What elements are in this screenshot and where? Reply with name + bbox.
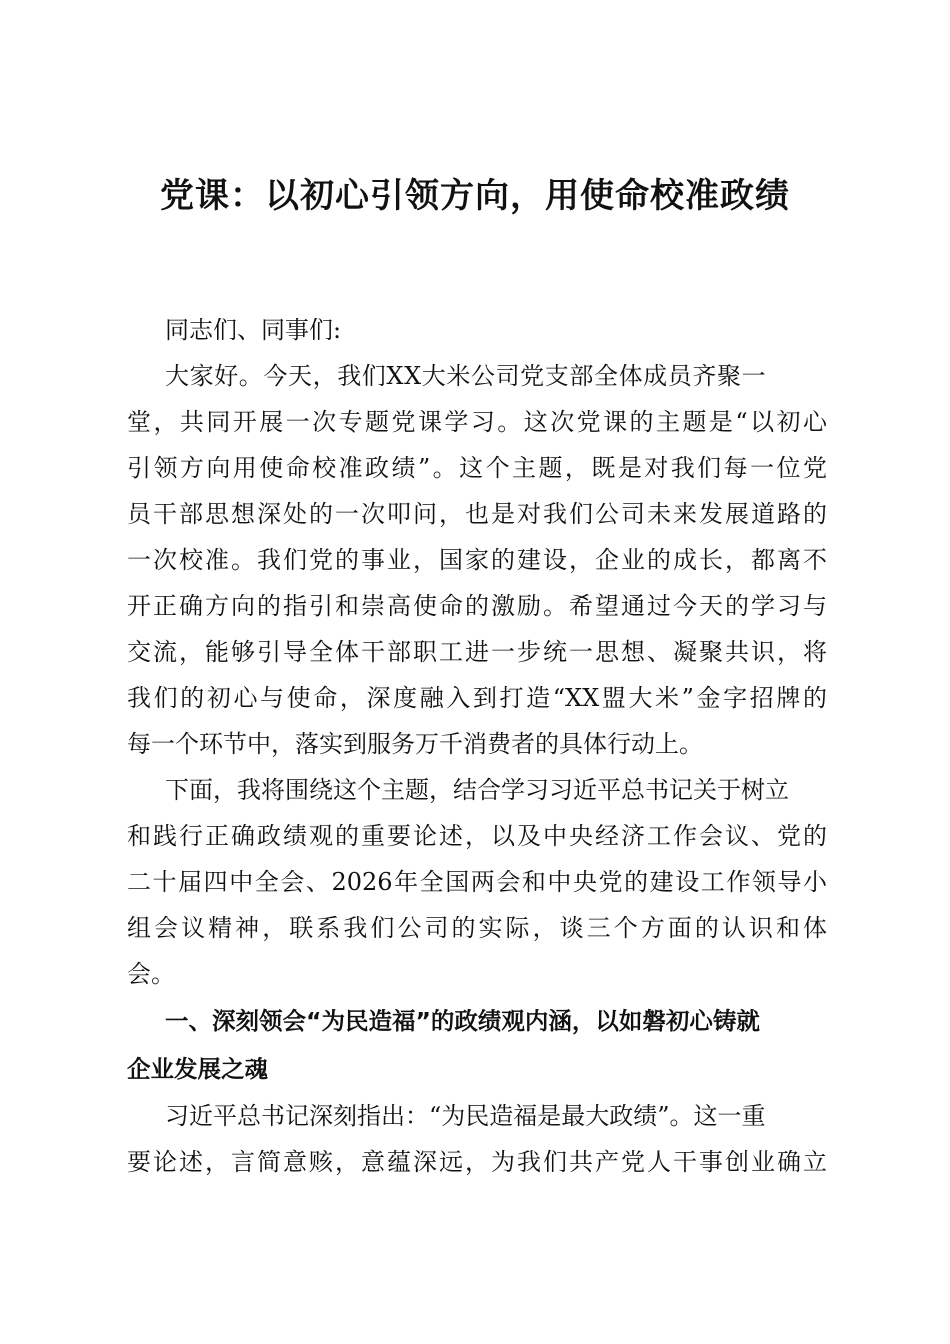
paragraph-line: 要论述，言简意赅，意蕴深远，为我们共产党人干事创业确立 xyxy=(127,1148,827,1176)
document-body xyxy=(127,307,827,1185)
paragraph-line: 组会议精神，联系我们公司的实际，谈三个方面的认识和体 xyxy=(127,914,827,942)
paragraph-line: 大家好。今天，我们XX大米公司党支部全体成员齐聚一 xyxy=(165,362,767,390)
paragraph-line: 二十届四中全会、2026年全国两会和中央党的建设工作领导小 xyxy=(127,868,827,896)
paragraph-line: 每一个环节中，落实到服务万千消费者的具体行动上。 xyxy=(127,730,703,758)
paragraph-line: 会。 xyxy=(127,960,175,988)
paragraph-line: 下面，我将围绕这个主题，结合学习习近平总书记关于树立 xyxy=(165,776,789,804)
paragraph-line: 习近平总书记深刻指出：“为民造福是最大政绩”。这一重 xyxy=(165,1102,766,1130)
section-heading-1 xyxy=(127,997,827,1093)
paragraph-section-1 xyxy=(127,1093,827,1185)
document-title: 党课：以初心引领方向，用使命校准政绩 xyxy=(160,176,790,216)
heading-line: 企业发展之魂 xyxy=(127,1055,268,1083)
paragraph-opening xyxy=(127,353,827,767)
paragraph-outline xyxy=(127,767,827,997)
greeting: 同志们、同事们: xyxy=(165,316,342,344)
paragraph-line: 开正确方向的指引和崇高使命的激励。希望通过今天的学习与 xyxy=(127,592,827,620)
heading-line: 一、深刻领会“为民造福”的政绩观内涵，以如磐初心铸就 xyxy=(165,1007,760,1035)
paragraph-line: 交流，能够引导全体干部职工进一步统一思想、凝聚共识，将 xyxy=(127,638,827,666)
paragraph-line: 堂，共同开展一次专题党课学习。这次党课的主题是“以初心 xyxy=(127,408,827,436)
paragraph-line: 引领方向用使命校准政绩”。这个主题，既是对我们每一位党 xyxy=(127,454,827,482)
paragraph-line: 员干部思想深处的一次叩问，也是对我们公司未来发展道路的 xyxy=(127,500,827,528)
paragraph-line: 和践行正确政绩观的重要论述，以及中央经济工作会议、党的 xyxy=(127,822,827,850)
paragraph-line: 一次校准。我们党的事业，国家的建设，企业的成长，都离不 xyxy=(127,546,827,574)
paragraph-line: 我们的初心与使命，深度融入到打造“XX盟大米”金字招牌的 xyxy=(127,684,827,712)
